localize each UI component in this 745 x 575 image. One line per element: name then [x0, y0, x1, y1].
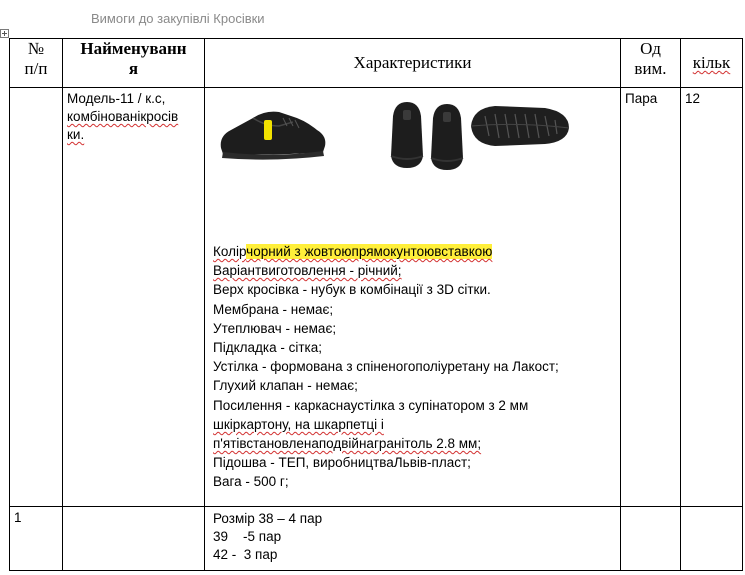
header-name	[63, 39, 205, 88]
cell-characteristics[interactable]	[205, 88, 621, 507]
table-header-row	[10, 39, 743, 88]
header-qty	[681, 39, 743, 88]
char-line-reinforce-2: шкіркартону, на шкарпетці і	[213, 416, 384, 432]
char-line-variant: Варіантвиготовлення - річний;	[213, 263, 402, 279]
header-unit-line1: Од	[640, 39, 661, 58]
header-num-line1: №	[27, 39, 45, 58]
cell-unit[interactable]	[621, 88, 681, 507]
unit-value: Пара	[625, 91, 658, 106]
char-line-upper: Верх кросівка - нубук в комбінації з 3D сітки.	[213, 282, 491, 298]
cell-row2-qty-empty[interactable]	[681, 507, 743, 571]
document-title: Вимоги до закупівлі Кросівки	[91, 11, 265, 26]
table-row-sizes	[10, 507, 743, 571]
header-qty-label: кільк	[692, 53, 731, 72]
shoe-side-image	[213, 96, 333, 166]
sizes-list	[205, 507, 620, 564]
char-color-line	[213, 242, 620, 261]
char-line-membrane: Мембрана - немає;	[213, 301, 334, 317]
char-line-reinforce-3: п'ятівстановленаподвійнагранітоль 2.8 мм;	[213, 436, 482, 452]
header-num	[10, 39, 63, 88]
table-row-product	[10, 88, 743, 507]
char-line-weight: Вага - 500 г;	[213, 474, 289, 490]
char-line-lining: Підкладка - сітка;	[213, 340, 323, 356]
char-line-insulation: Утеплювач - немає;	[213, 320, 337, 336]
qty-value: 12	[685, 91, 701, 106]
size-line-39: 39 -5 пар	[213, 529, 282, 544]
cell-row2-name-empty[interactable]	[63, 507, 205, 571]
cell-sizes[interactable]	[205, 507, 621, 571]
cell-qty[interactable]	[681, 88, 743, 507]
cell-row2-num[interactable]	[10, 507, 63, 571]
row2-num-value: 1	[14, 510, 22, 525]
product-image[interactable]	[205, 96, 620, 198]
header-num-line2: п/п	[24, 59, 48, 78]
char-line-valve: Глухий клапан - немає;	[213, 378, 358, 394]
characteristics-list	[205, 198, 620, 492]
shoe-back-image	[385, 96, 475, 176]
header-characteristics-label: Характеристики	[353, 53, 472, 72]
char-line-reinforce-1: Посилення - каркаснаустілка з супінатором з 2 мм	[213, 397, 529, 413]
size-line-38: Розмір 38 – 4 пар	[213, 511, 323, 526]
shoe-sole-image	[465, 96, 575, 156]
header-characteristics	[205, 39, 621, 88]
header-name-line1: Найменуванн	[80, 39, 187, 58]
requirements-table	[9, 38, 743, 571]
cell-num-empty[interactable]	[10, 88, 63, 507]
header-unit	[621, 39, 681, 88]
product-name-line1: Модель-11 / к.с,	[67, 91, 166, 106]
char-color-value: чорний з жовтоюпрямокунтоювставкою	[246, 244, 493, 259]
header-unit-line2: вим.	[634, 59, 667, 78]
cell-product-name[interactable]	[63, 88, 205, 507]
header-name-line2: я	[128, 59, 139, 78]
table-move-handle-icon[interactable]	[0, 29, 9, 38]
product-name-line2: комбінованікросів	[67, 109, 179, 124]
size-line-42: 42 - 3 пар	[213, 547, 278, 562]
cell-row2-unit-empty[interactable]	[621, 507, 681, 571]
product-name-line3: ки.	[67, 127, 85, 142]
char-line-insole: Устілка - формована з спіненогополіуретану на Лакост;	[213, 359, 559, 375]
char-color-label: Колір	[213, 244, 247, 259]
char-line-sole: Підошва - ТЕП, виробництваЛьвів-пласт;	[213, 455, 471, 471]
